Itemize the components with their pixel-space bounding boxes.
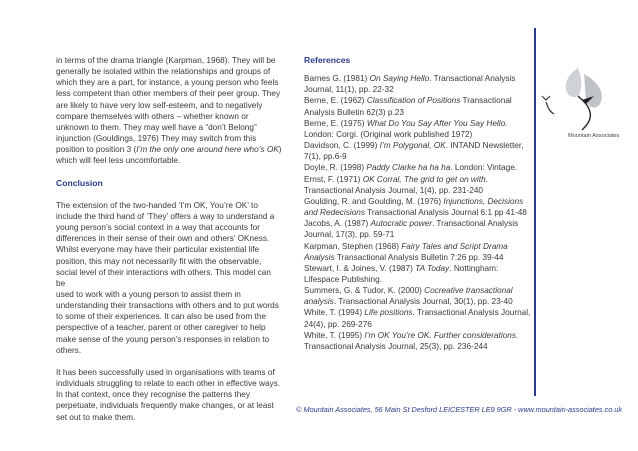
reference-text: . Nottingham: Lifespace Publishing. — [304, 263, 499, 284]
brand-name: Mountain Associates — [568, 133, 620, 139]
reference-item — [304, 174, 532, 196]
conclusion-paragraph: The extension of the two-handed ‘I’m OK, You’re OK’ to include the third hand of ‘They’ offers a way to understand a young person’s social context in a way that accounts for differences in their sense of their own and others’ OKness. Whilst everyone may have their particular existential life position, this may not necessarily fit with the observable, social level of their interactions with others. This model can be used to work with a young person to assist them in understanding their transactions with others and to put words to some of their experiences. It can also be used from the perspective of a teacher, parent or other caregiver to help make sense of the young person’s responses in relation to others. — [56, 200, 279, 355]
reference-title: TA Today — [415, 263, 450, 273]
reference-item — [304, 118, 532, 140]
reference-item — [304, 263, 532, 285]
reference-title: Life positions — [364, 308, 413, 318]
reference-item — [304, 73, 532, 95]
reference-text: Berne, E. (1975) — [304, 118, 367, 128]
reference-text: . INTAND Newsletter, 7(1), pp.6-9 — [304, 141, 524, 162]
mountain-logo-icon — [538, 60, 630, 140]
closing-paragraph: It has been successfully used in organisations with teams of individuals struggling to relate to each other in effective ways. In that context, once they recognise the patterns they perpetuate, individuals frequently make changes, or at least set out to make them. — [56, 367, 281, 422]
reference-item — [304, 218, 532, 240]
reference-title: Cocreative transactional analysis — [304, 286, 513, 307]
reference-text: Doyle, R. (1998) — [304, 163, 367, 173]
reference-item — [304, 241, 532, 263]
reference-text: . Transactional Analysis Journal, 25(3), pp. 236-244 — [304, 330, 519, 351]
reference-title: Paddy Clarke ha ha ha — [366, 163, 451, 173]
body-paragraph — [56, 55, 282, 167]
paragraph-text: in terms of the drama triangle (Karpman, 1968). They will be generally be isolated within the relationships and groups of which they are a part, for instance, a young person who feels less competent than other members of their peer group. They are likely to have very low self-esteem, and to negatively compare themselves with others – whether known or unknown to them. They may well have a “don’t Belong” injunction (Gouldings, 1976) They may switch from this position to position 3 ( — [56, 56, 281, 155]
vertical-divider — [534, 28, 536, 396]
reference-text: Barnes G. (1981) — [304, 74, 370, 84]
reference-text: Davidson, C. (1999) — [304, 141, 380, 151]
right-column — [304, 55, 532, 352]
reference-item — [304, 95, 532, 117]
reference-item — [304, 330, 532, 352]
left-column — [56, 55, 282, 423]
paragraph-italic-text: I’m the only one around here who’s OK — [136, 145, 279, 155]
reference-text: White, T. (1994) — [304, 308, 365, 318]
references-list — [304, 73, 532, 352]
reference-text: Transactional Analysis Journal 6:1 pp 41-48 — [365, 208, 527, 218]
reference-text: . Transactional Analysis Journal, 11(1), pp. 22-32 — [304, 74, 516, 95]
reference-title: On Saying Hello — [369, 74, 430, 84]
reference-item — [304, 162, 532, 173]
reference-title: Autocratic power — [370, 219, 432, 229]
reference-item — [304, 196, 532, 218]
reference-item — [304, 140, 532, 162]
reference-text: Transactional Analysis Bulletin 62(3) p.23 — [304, 96, 512, 117]
references-heading: References — [304, 55, 351, 65]
reference-title: I’m Polygonal, OK — [379, 141, 446, 151]
reference-item — [304, 307, 532, 329]
reference-text: Transactional Analysis Bulletin 7:26 pp. 39-44 — [334, 252, 504, 262]
reference-title: Fairy Tales and Script Drama Analysis — [304, 241, 508, 262]
reference-text: Karpman, Stephen (1968) — [304, 241, 402, 251]
reference-text: . Transactional Analysis Journal, 1(4), pp. 231-240 — [304, 174, 488, 195]
conclusion-heading: Conclusion — [56, 177, 103, 188]
reference-title: Classification of Positions — [366, 96, 461, 106]
reference-item — [304, 285, 532, 307]
reference-text: . Transactional Analysis Journal, 17(3), pp. 59-71 — [304, 219, 519, 240]
reference-title: OK Corral, The grid to get on with — [362, 174, 486, 184]
reference-text: Summers, G. & Tudor, K. (2000) — [304, 286, 425, 296]
reference-text: Goulding, R. and Goulding, M. (1976) — [304, 196, 444, 206]
reference-text: Jacobs, A. (1987) — [304, 219, 371, 229]
reference-text: Stewart, I. & Joines, V. (1987) — [304, 263, 416, 273]
paragraph-text: ) which will feel less uncomfortable. — [56, 145, 282, 166]
reference-text: . Transactional Analysis Journal, 24(4), pp. 269-276 — [304, 308, 531, 329]
reference-text: Berne, E. (1962) — [304, 96, 367, 106]
reference-title: What Do You Say After You Say Hello. — [366, 118, 508, 128]
reference-text: White, T. (1995) — [304, 330, 365, 340]
reference-text: . Transactional Analysis Journal, 30(1), pp. 23-40 — [333, 297, 513, 307]
footer-address: © Mountain Associates, 56 Main St Desford LEICESTER LE9 9GR - www.mountain-associates.co.uk — [296, 405, 622, 414]
reference-title: I’m OK You’re OK. Further considerations — [364, 330, 516, 340]
reference-title: Injunctions, Decisions and Redecisions — [304, 196, 524, 218]
reference-text: London: Corgi. (Original work published 1972) — [304, 129, 473, 139]
reference-text: . London: Vintage. — [450, 163, 518, 173]
reference-text: Ernst, F. (1971) — [304, 174, 363, 184]
